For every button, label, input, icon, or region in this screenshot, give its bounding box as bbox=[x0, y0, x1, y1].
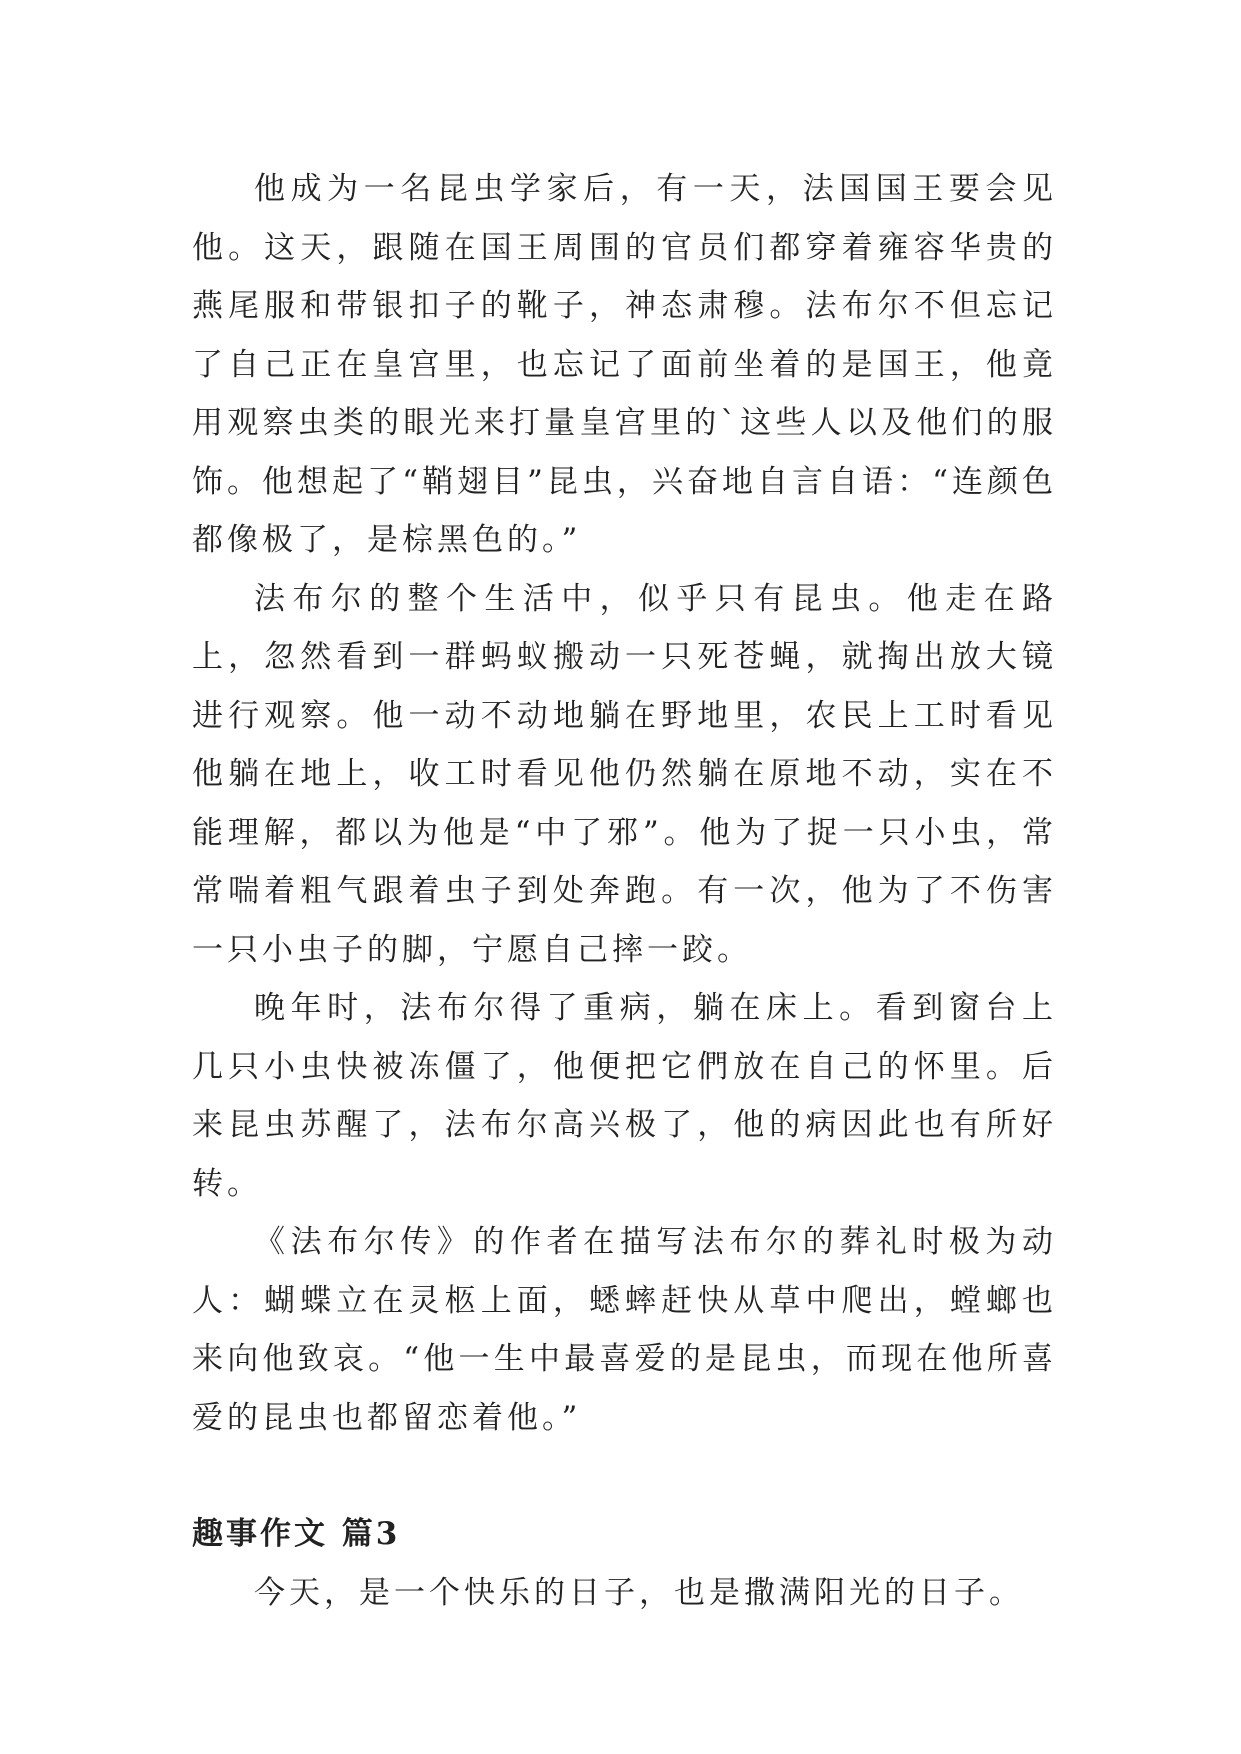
paragraph-king-visit: 他成为一名昆虫学家后，有一天，法国国王要会见他。这天，跟随在国王周围的官员们都穿着雍容华贵的燕尾服和带银扣子的靴子，神态肃穆。法布尔不但忘记了自己正在皇宫里，也忘记了面前坐着的是国王，他竟用观察虫类的眼光来打量皇宫里的`这些人以及他们的服饰。他想起了“鞘翅目”昆虫，兴奋地自言自语：“连颜色都像极了，是棕黑色的。” bbox=[192, 171, 1057, 558]
section-heading: 趣事作文 篇3 bbox=[192, 1516, 401, 1552]
paragraph-today: 今天，是一个快乐的日子，也是撒满阳光的日子。 bbox=[254, 1574, 1024, 1611]
paragraph-funeral: 《法布尔传》的作者在描写法布尔的葬礼时极为动人：蝴蝶立在灵柩上面，蟋蟀赶快从草中爬出，螳螂也来向他致哀。“他一生中最喜爱的是昆虫，而现在他所喜爱的昆虫也都留恋着他。” bbox=[192, 1224, 1057, 1436]
paragraph-old-age: 晚年时，法布尔得了重病，躺在床上。看到窗台上几只小虫快被冻僵了，他便把它們放在自己的怀里。后来昆虫苏醒了，法布尔高兴极了，他的病因此也有所好转。 bbox=[192, 990, 1057, 1202]
paragraph-insect-life: 法布尔的整个生活中，似乎只有昆虫。他走在路上，忽然看到一群蚂蚁搬动一只死苍蝇，就掏出放大镜进行观察。他一动不动地躺在野地里，农民上工时看见他躺在地上，收工时看见他仍然躺在原地不动，实在不能理解，都以为他是“中了邪”。他为了捉一只小虫，常常喘着粗气跟着虫子到处奔跑。有一次，他为了不伤害一只小虫子的脚，宁愿自己摔一跤。 bbox=[192, 580, 1057, 968]
document-body bbox=[192, 160, 1057, 1622]
